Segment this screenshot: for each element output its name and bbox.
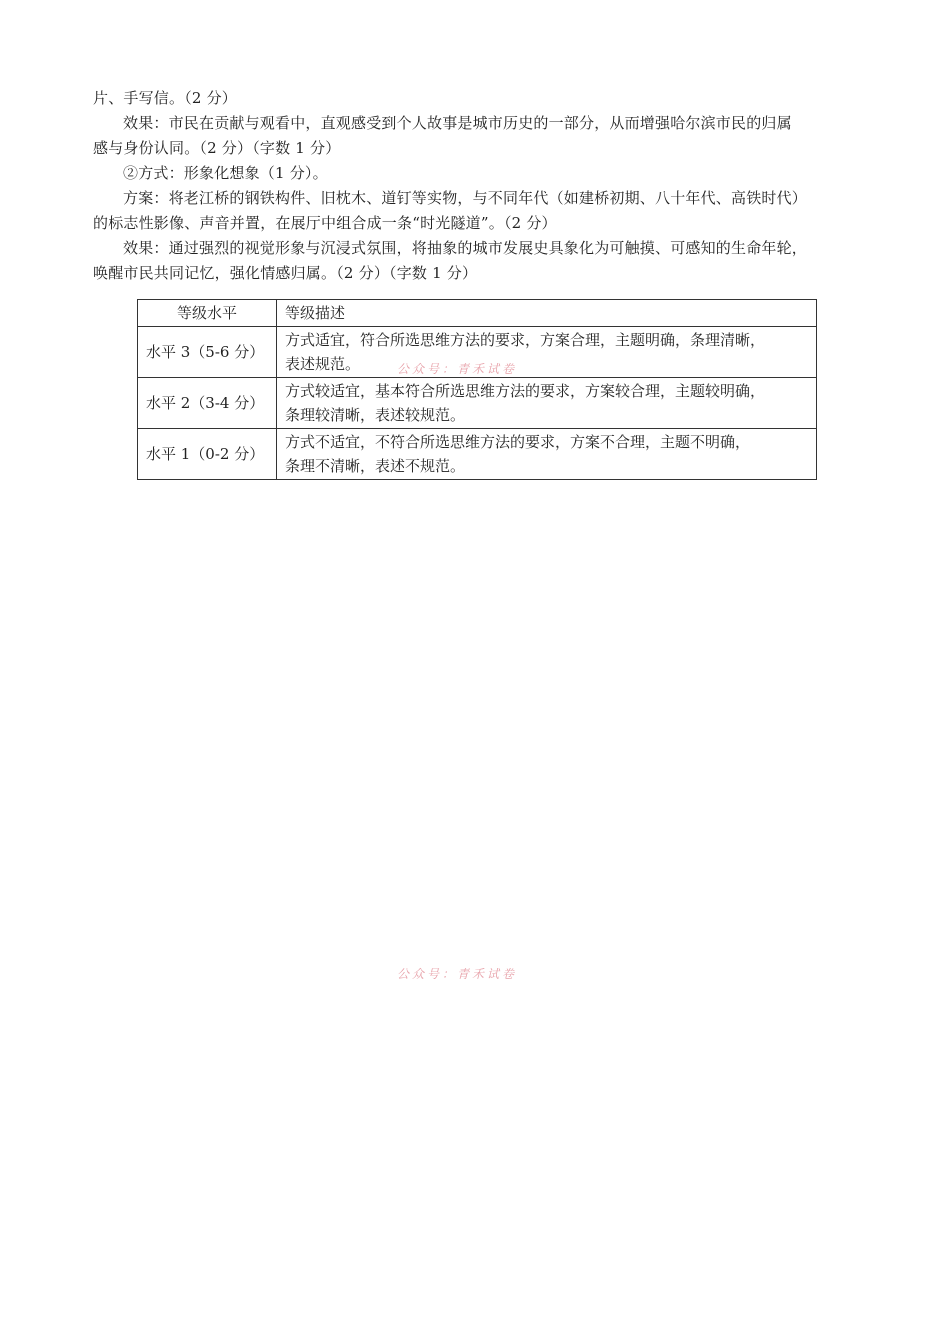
table-header-row [138, 300, 817, 327]
description-line: 方式不适宜，不符合所选思维方法的要求，方案不合理，主题不明确， [285, 433, 751, 451]
description-line: 条理较清晰，表述较规范。 [285, 406, 466, 424]
description-line: 方式较适宜，基本符合所选思维方法的要求，方案较合理，主题较明确， [285, 382, 766, 400]
paragraph-line: 效果：市民在贡献与观看中，直观感受到个人故事是城市历史的一部分，从而增强哈尔滨市民的归属 [123, 114, 792, 132]
description-cell [277, 327, 817, 378]
table-row [138, 429, 817, 480]
watermark: 公众号：青禾试卷 [397, 362, 518, 376]
grading-table [137, 299, 817, 480]
level-cell: 水平 3（5-6 分） [138, 327, 277, 378]
description-cell [277, 429, 817, 480]
description-cell [277, 378, 817, 429]
paragraph-line: 的标志性影像、声音并置，在展厅中组合成一条“时光隧道”。（2 分） [93, 214, 557, 232]
paragraph-line: 方案：将老江桥的钢铁构件、旧枕木、道钉等实物，与不同年代（如建桥初期、八十年代、高铁时代） [123, 189, 808, 207]
watermark: 公众号：青禾试卷 [397, 967, 518, 981]
paragraph-line: 片、手写信。（2 分） [93, 89, 238, 107]
answer-text [93, 86, 863, 286]
table-row [138, 378, 817, 429]
column-header-description: 等级描述 [277, 300, 817, 327]
description-line: 方式适宜，符合所选思维方法的要求，方案合理，主题明确，条理清晰， [285, 331, 766, 349]
description-line: 条理不清晰，表述不规范。 [285, 457, 466, 475]
level-cell: 水平 1（0-2 分） [138, 429, 277, 480]
paragraph-line: ②方式：形象化想象（1 分）。 [123, 164, 328, 182]
level-cell: 水平 2（3-4 分） [138, 378, 277, 429]
description-line: 表述规范。 [285, 355, 361, 373]
paragraph-line: 效果：通过强烈的视觉形象与沉浸式氛围，将抽象的城市发展史具象化为可触摸、可感知的生命年轮， [123, 239, 808, 257]
column-header-level: 等级水平 [138, 300, 277, 327]
paragraph-line: 唤醒市民共同记忆，强化情感归属。（2 分）（字数 1 分） [93, 264, 478, 282]
paragraph-line: 感与身份认同。（2 分）（字数 1 分） [93, 139, 341, 157]
